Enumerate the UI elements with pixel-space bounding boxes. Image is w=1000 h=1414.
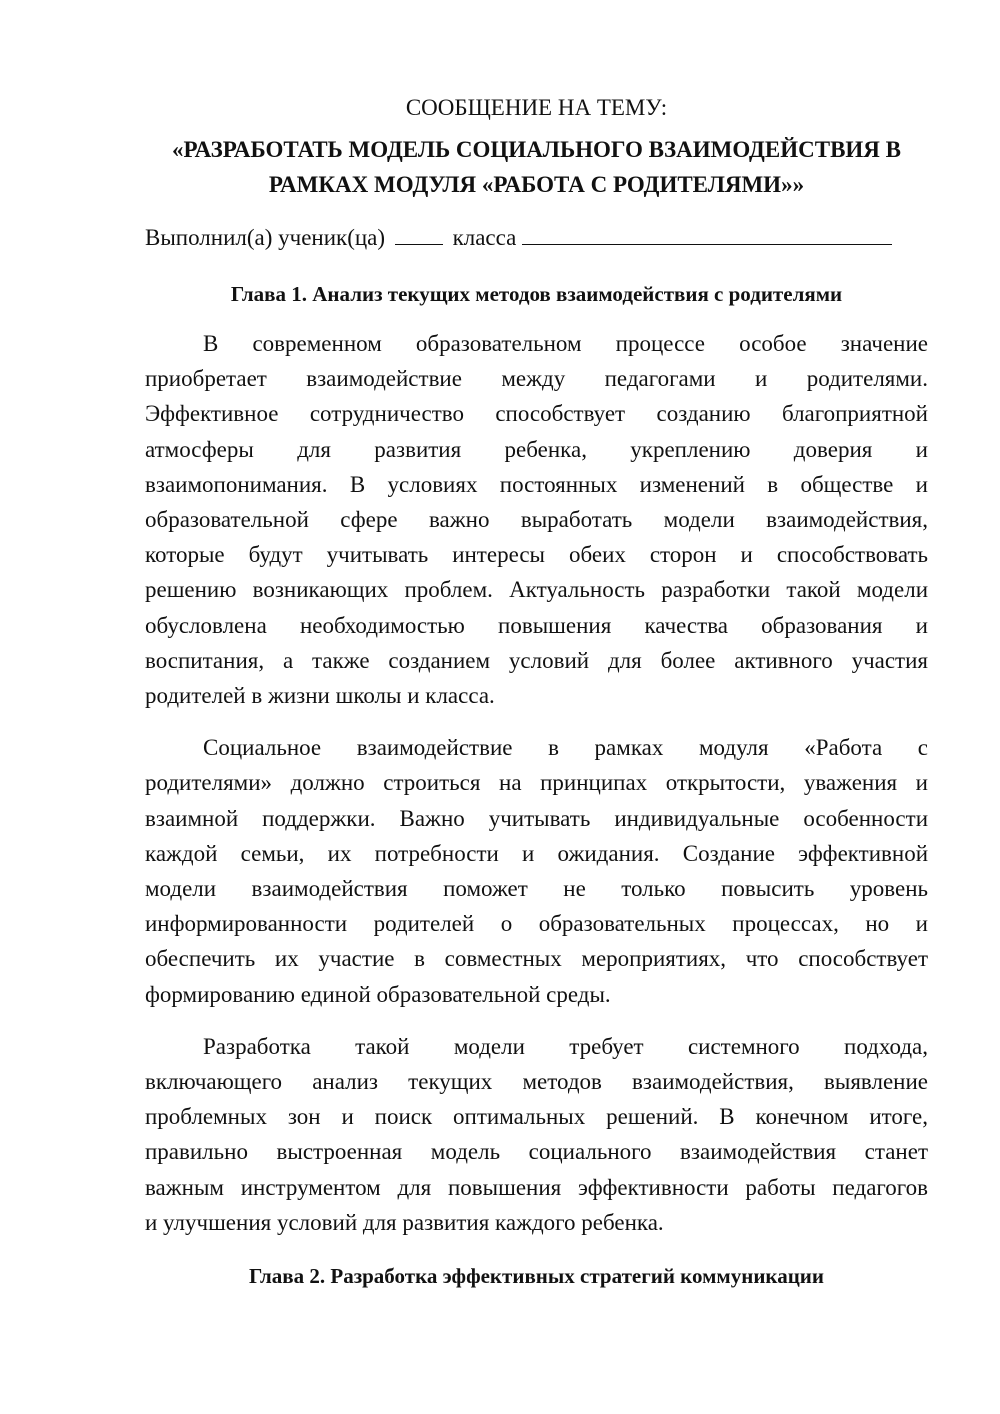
paragraph-line: решению возникающих проблем. Актуальность разработки такой модели <box>145 577 928 603</box>
paragraph-line: включающего анализ текущих методов взаимодействия, выявление <box>145 1069 928 1095</box>
paragraph-line: родителями» должно строиться на принципах открытости, уважения и <box>145 770 928 796</box>
paragraph-line: информированности родителей о образовательных процессах, но и <box>145 911 928 937</box>
paragraph-line: которые будут учитывать интересы обеих сторон и способствовать <box>145 542 928 568</box>
paragraph-line: В современном образовательном процессе особое значение <box>203 331 928 356</box>
document-body <box>145 91 928 1292</box>
paragraph-line: атмосферы для развития ребенка, укреплению доверия и <box>145 436 928 462</box>
paragraph-line: обусловлена необходимостью повышения качества образования и <box>145 612 928 638</box>
paragraph-line: обеспечить их участие в совместных мероприятиях, что способствует <box>145 946 928 972</box>
paragraph-line: проблемных зон и поиск оптимальных решений. В конечном итоге, <box>145 1104 928 1130</box>
paragraph-1 <box>145 326 928 713</box>
class-number-blank <box>395 222 443 245</box>
paragraph-line: формированию единой образовательной среды. <box>145 981 611 1007</box>
document-title <box>145 132 928 202</box>
paragraph-line: образовательной сфере важно выработать модели взаимодействия, <box>145 507 928 533</box>
paragraph-line: родителей в жизни школы и класса. <box>145 683 495 709</box>
document-heading: СООБЩЕНИЕ НА ТЕМУ: <box>405 95 668 120</box>
paragraph-line: и улучшения условий для развития каждого ребенка. <box>145 1209 664 1235</box>
document-title-line: «РАЗРАБОТАТЬ МОДЕЛЬ СОЦИАЛЬНОГО ВЗАИМОДЕЙСТВИЯ В <box>171 137 901 162</box>
paragraph-3 <box>145 1029 928 1240</box>
paragraph-line: Разработка такой модели требует системного подхода, <box>203 1033 928 1059</box>
paragraph-line: взаимопонимания. В условиях постоянных изменений в обществе и <box>145 471 928 497</box>
paragraph-line: взаимной поддержки. Важно учитывать индивидуальные особенности <box>145 805 928 831</box>
paragraph-line: Социальное взаимодействие в рамках модуля «Работа с <box>203 735 928 761</box>
paragraph-line: Эффективное сотрудничество способствует созданию благоприятной <box>145 401 928 427</box>
paragraph-line: важным инструментом для повышения эффективности работы педагогов <box>145 1174 928 1200</box>
paragraph-line: модели взаимодействия поможет не только повысить уровень <box>145 876 928 902</box>
author-name-blank <box>522 222 892 245</box>
paragraph-2 <box>145 730 928 1012</box>
paragraph-line: воспитания, а также созданием условий для более активного участия <box>145 647 928 673</box>
paragraph-line: приобретает взаимодействие между педагогами и родителями. <box>145 366 928 392</box>
author-label: Выполнил(а) ученик(ца) <box>145 225 386 250</box>
chapter-1-title: Глава 1. Анализ текущих методов взаимодействия с родителями <box>230 282 843 306</box>
paragraph-line: каждой семьи, их потребности и ожидания. Создание эффективной <box>145 840 928 866</box>
chapter-2-title: Глава 2. Разработка эффективных стратегий коммуникации <box>249 1264 824 1289</box>
document-title-line: РАМКАХ МОДУЛЯ «РАБОТА С РОДИТЕЛЯМИ»» <box>268 172 805 197</box>
author-line <box>145 220 928 255</box>
paragraph-line: правильно выстроенная модель социального взаимодействия станет <box>145 1139 928 1165</box>
class-label: класса <box>452 225 517 250</box>
